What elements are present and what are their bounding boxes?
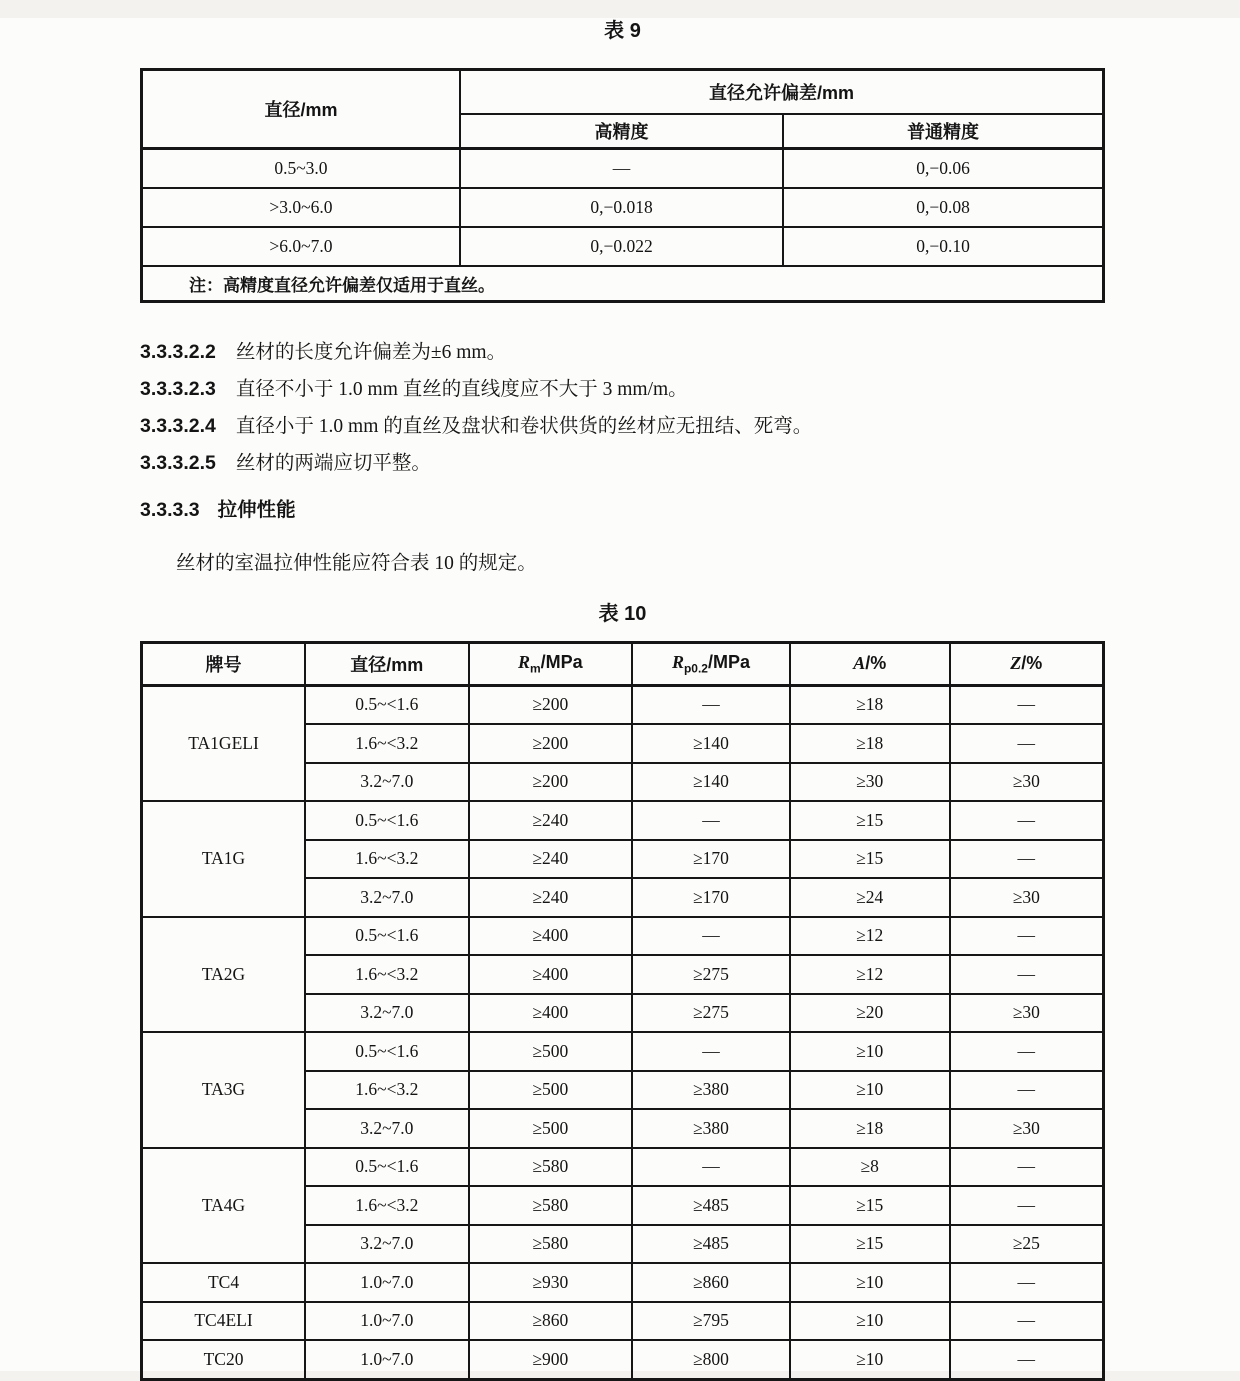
cell-rm: ≥500: [469, 1109, 633, 1148]
table-row: [142, 1032, 1104, 1071]
cell-a: ≥20: [790, 994, 950, 1033]
cell-a: ≥12: [790, 917, 950, 956]
table10: [140, 641, 1105, 1381]
cell-z: —: [950, 801, 1104, 840]
clause-3.3.3.2.3: [140, 376, 1105, 403]
table9-header-row-1: [142, 70, 1104, 114]
cell-grade: TA1GELI: [142, 685, 306, 801]
cell-z: —: [950, 1263, 1104, 1302]
a-unit: /%: [865, 653, 887, 673]
table-row: [142, 685, 1104, 724]
table9-header-high-precision: 高精度: [460, 114, 783, 149]
rm-unit: /MPa: [540, 651, 583, 672]
cell-grade: TC20: [142, 1340, 306, 1379]
cell-a: ≥24: [790, 878, 950, 917]
cell-rp02: ≥140: [632, 763, 790, 802]
table9-header-diameter: 直径/mm: [142, 70, 460, 149]
clause-number: 3.3.3.2.4: [140, 414, 216, 437]
table9-header-tolerance: 直径允许偏差/mm: [460, 70, 1104, 114]
cell-diameter: 1.0~7.0: [305, 1340, 469, 1379]
cell-rm: ≥240: [469, 801, 633, 840]
cell-z: —: [950, 1071, 1104, 1110]
cell-a: ≥30: [790, 763, 950, 802]
cell-rm: ≥900: [469, 1340, 633, 1379]
cell-z: —: [950, 1148, 1104, 1187]
cell-a: ≥10: [790, 1340, 950, 1379]
table9-note: 注：高精度直径允许偏差仅适用于直丝。: [142, 266, 1104, 302]
table10-header-grade: 牌号: [142, 642, 306, 685]
cell-z: —: [950, 917, 1104, 956]
rp02-symbol: R: [671, 651, 684, 672]
grade-group-TA3G: [142, 1032, 1104, 1148]
cell-a: ≥18: [790, 685, 950, 724]
table-row: [142, 1148, 1104, 1187]
clause-text: 丝材的长度允许偏差为±6 mm。: [235, 341, 507, 363]
document-content: [140, 18, 1105, 1381]
table10-title: 表 10: [598, 602, 647, 625]
grade-group-TA4G: [142, 1148, 1104, 1264]
cell-a: ≥10: [790, 1302, 950, 1341]
table-row: [142, 188, 1104, 227]
cell-rp02: ≥275: [632, 955, 790, 994]
cell-rm: ≥500: [469, 1032, 633, 1071]
cell-diameter: 0.5~<1.6: [305, 1148, 469, 1187]
cell-z: ≥25: [950, 1225, 1104, 1264]
cell-rp02: ≥380: [632, 1109, 790, 1148]
section-number: 3.3.3.3: [140, 498, 200, 521]
table-row: [142, 148, 1104, 188]
a-symbol: A: [853, 653, 866, 673]
cell-diameter: 0.5~<1.6: [305, 801, 469, 840]
cell-grade: TA1G: [142, 801, 306, 917]
table9-note-row: [142, 266, 1104, 302]
cell-diameter: 3.2~7.0: [305, 878, 469, 917]
cell-z: —: [950, 1032, 1104, 1071]
cell-a: ≥15: [790, 1186, 950, 1225]
cell-rm: ≥580: [469, 1225, 633, 1264]
grade-group-TC20: [142, 1340, 1104, 1379]
cell-a: ≥15: [790, 1225, 950, 1264]
cell-rp02: —: [632, 1148, 790, 1187]
grade-group-TC4: [142, 1263, 1104, 1302]
cell-diameter: 3.2~7.0: [305, 763, 469, 802]
cell-a: ≥10: [790, 1032, 950, 1071]
table-row: [142, 917, 1104, 956]
cell-high-precision: —: [460, 148, 783, 188]
cell-a: ≥10: [790, 1071, 950, 1110]
cell-a: ≥15: [790, 840, 950, 879]
clause-number: 3.3.3.2.5: [140, 451, 216, 474]
cell-rm: ≥400: [469, 917, 633, 956]
cell-rm: ≥580: [469, 1148, 633, 1187]
cell-z: —: [950, 685, 1104, 724]
cell-rp02: ≥140: [632, 724, 790, 763]
clause-3.3.3.2.2: [140, 339, 1105, 366]
cell-diameter-range: >3.0~6.0: [142, 188, 460, 227]
cell-diameter: 1.0~7.0: [305, 1263, 469, 1302]
cell-a: ≥12: [790, 955, 950, 994]
cell-rp02: ≥485: [632, 1186, 790, 1225]
clause-list: [140, 339, 1105, 477]
cell-rm: ≥400: [469, 994, 633, 1033]
cell-high-precision: 0,−0.022: [460, 227, 783, 266]
cell-grade: TA4G: [142, 1148, 306, 1264]
cell-z: —: [950, 840, 1104, 879]
table10-header-a: [790, 642, 950, 685]
cell-diameter-range: 0.5~3.0: [142, 148, 460, 188]
cell-rm: ≥860: [469, 1302, 633, 1341]
table10-header-diameter: 直径/mm: [305, 642, 469, 685]
z-unit: /%: [1021, 653, 1043, 673]
cell-rp02: ≥795: [632, 1302, 790, 1341]
cell-z: ≥30: [950, 878, 1104, 917]
cell-diameter: 1.6~<3.2: [305, 955, 469, 994]
rm-symbol: R: [517, 651, 530, 672]
clause-number: 3.3.3.2.3: [140, 377, 216, 400]
document-page: [0, 18, 1240, 1371]
cell-rp02: ≥170: [632, 878, 790, 917]
cell-grade: TA2G: [142, 917, 306, 1033]
cell-rm: ≥200: [469, 724, 633, 763]
cell-diameter: 1.0~7.0: [305, 1302, 469, 1341]
cell-diameter: 0.5~<1.6: [305, 917, 469, 956]
cell-high-precision: 0,−0.018: [460, 188, 783, 227]
table10-header-z: [950, 642, 1104, 685]
cell-rp02: ≥800: [632, 1340, 790, 1379]
clause-text: 直径小于 1.0 mm 的直丝及盘状和卷状供货的丝材应无扭结、死弯。: [235, 415, 813, 437]
cell-a: ≥15: [790, 801, 950, 840]
cell-grade: TC4: [142, 1263, 306, 1302]
cell-rp02: —: [632, 917, 790, 956]
cell-z: —: [950, 1302, 1104, 1341]
cell-rp02: —: [632, 801, 790, 840]
section-title: 拉伸性能: [217, 498, 296, 521]
cell-z: ≥30: [950, 994, 1104, 1033]
table10-header-rp02: [632, 642, 790, 685]
grade-group-TA2G: [142, 917, 1104, 1033]
table9-header-normal-precision: 普通精度: [783, 114, 1103, 149]
cell-rm: ≥200: [469, 763, 633, 802]
cell-z: —: [950, 1186, 1104, 1225]
cell-a: ≥10: [790, 1263, 950, 1302]
table-row: [142, 227, 1104, 266]
rp02-subscript: p0.2: [683, 661, 708, 676]
table-row: [142, 801, 1104, 840]
rp02-unit: /MPa: [707, 651, 750, 672]
clause-3.3.3.2.5: [140, 450, 1105, 477]
table-row: [142, 1302, 1104, 1341]
grade-group-TA1G: [142, 801, 1104, 917]
cell-diameter: 0.5~<1.6: [305, 1032, 469, 1071]
cell-diameter: 3.2~7.0: [305, 994, 469, 1033]
cell-z: ≥30: [950, 763, 1104, 802]
table9-title: 表 9: [604, 20, 641, 42]
cell-z: —: [950, 955, 1104, 994]
cell-grade: TC4ELI: [142, 1302, 306, 1341]
clause-number: 3.3.3.2.2: [140, 340, 216, 363]
rm-subscript: m: [529, 661, 541, 676]
grade-group-TA1GELI: [142, 685, 1104, 801]
cell-a: ≥18: [790, 724, 950, 763]
cell-diameter: 3.2~7.0: [305, 1109, 469, 1148]
table9: [140, 68, 1105, 303]
cell-diameter-range: >6.0~7.0: [142, 227, 460, 266]
cell-rp02: ≥380: [632, 1071, 790, 1110]
cell-z: —: [950, 724, 1104, 763]
clause-text: 直径不小于 1.0 mm 直丝的直线度应不大于 3 mm/m。: [235, 378, 688, 400]
cell-rp02: ≥485: [632, 1225, 790, 1264]
cell-rp02: ≥860: [632, 1263, 790, 1302]
cell-diameter: 1.6~<3.2: [305, 1071, 469, 1110]
cell-rp02: ≥275: [632, 994, 790, 1033]
clause-3.3.3.2.4: [140, 413, 1105, 440]
cell-z: ≥30: [950, 1109, 1104, 1148]
cell-rm: ≥500: [469, 1071, 633, 1110]
table-row: [142, 1340, 1104, 1379]
cell-normal-precision: 0,−0.10: [783, 227, 1103, 266]
cell-diameter: 3.2~7.0: [305, 1225, 469, 1264]
cell-rp02: ≥170: [632, 840, 790, 879]
clause-text: 丝材的两端应切平整。: [235, 452, 431, 474]
cell-rm: ≥930: [469, 1263, 633, 1302]
cell-rm: ≥240: [469, 878, 633, 917]
table10-header-rm: [469, 642, 633, 685]
cell-a: ≥8: [790, 1148, 950, 1187]
cell-z: —: [950, 1340, 1104, 1379]
cell-diameter: 1.6~<3.2: [305, 840, 469, 879]
cell-rm: ≥240: [469, 840, 633, 879]
cell-rp02: —: [632, 1032, 790, 1071]
section-heading-3.3.3.3: [140, 497, 1105, 523]
grade-group-TC4ELI: [142, 1302, 1104, 1341]
cell-rm: ≥200: [469, 685, 633, 724]
cell-grade: TA3G: [142, 1032, 306, 1148]
cell-normal-precision: 0,−0.06: [783, 148, 1103, 188]
z-symbol: Z: [1010, 653, 1022, 673]
cell-rm: ≥580: [469, 1186, 633, 1225]
cell-diameter: 0.5~<1.6: [305, 685, 469, 724]
cell-rm: ≥400: [469, 955, 633, 994]
cell-diameter: 1.6~<3.2: [305, 724, 469, 763]
table10-header-row: [142, 642, 1104, 685]
cell-rp02: —: [632, 685, 790, 724]
intro-paragraph: 丝材的室温拉伸性能应符合表 10 的规定。: [176, 552, 537, 574]
cell-a: ≥18: [790, 1109, 950, 1148]
cell-normal-precision: 0,−0.08: [783, 188, 1103, 227]
cell-diameter: 1.6~<3.2: [305, 1186, 469, 1225]
table-row: [142, 1263, 1104, 1302]
